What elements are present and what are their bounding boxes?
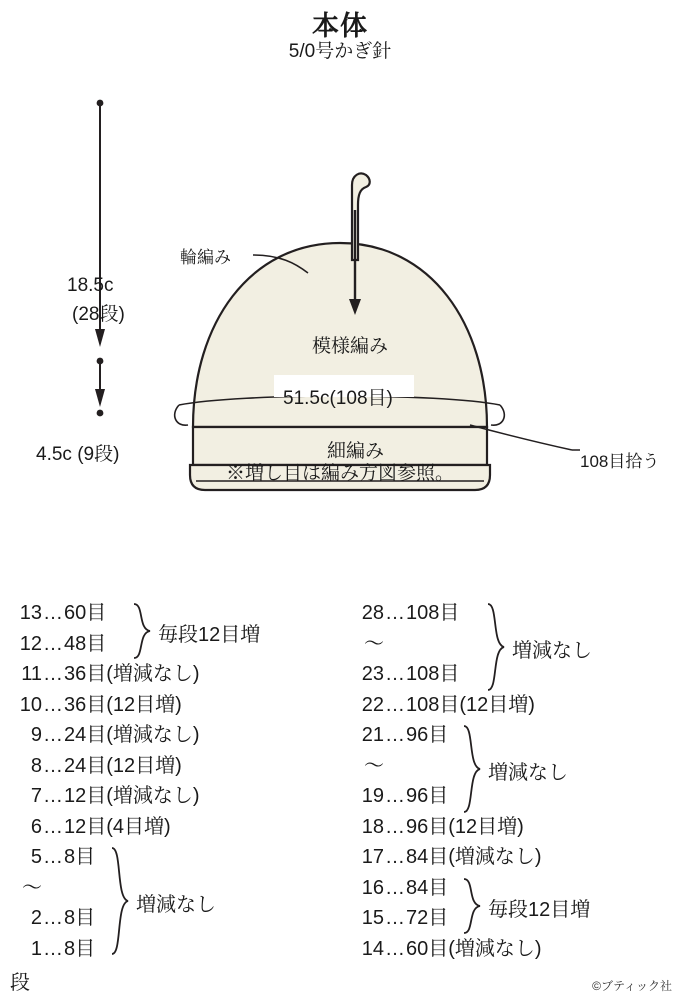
row-text: 108目 (406, 602, 460, 624)
list-item (10, 690, 330, 721)
row-text: 72目 (406, 907, 449, 929)
list-item (352, 690, 680, 721)
page-subtitle: 5/0号かぎ針 (288, 41, 392, 62)
row-number: 〜 (364, 632, 384, 655)
list-item (352, 812, 680, 843)
label-width: 51.5c(108目) (283, 388, 393, 409)
brace-right-top-label: 増減なし (512, 640, 592, 662)
row-number: 12 (19, 632, 42, 655)
label-pickup-stitches: 108目拾う (580, 452, 660, 471)
row-text: 36目(12目増) (64, 693, 182, 716)
row-dots: … (385, 815, 405, 838)
brace-right-bottom-label: 毎段12目増 (488, 899, 591, 921)
row-text: 24目(12目増) (64, 754, 182, 777)
row-dots: … (43, 754, 63, 777)
row-dots: … (43, 937, 63, 960)
row-text: 108目(12目増) (406, 693, 535, 716)
brace-left-top-label: 毎段12目増 (158, 624, 261, 646)
row-number: 16 (361, 876, 384, 899)
brace-right-mid-shape (462, 724, 484, 814)
row-number: 6 (30, 815, 42, 838)
list-item (10, 659, 330, 690)
row-dots: … (43, 815, 63, 838)
row-number: 8 (30, 754, 42, 777)
row-text: 12目(4目増) (64, 815, 171, 838)
row-dots: … (43, 785, 63, 807)
row-text: 12目(増減なし) (64, 785, 200, 807)
row-number: 15 (361, 907, 384, 929)
row-dots: … (385, 937, 405, 960)
brace-right-mid (462, 724, 652, 814)
row-text: 60目(増減なし) (406, 937, 542, 960)
row-dots: … (385, 602, 405, 624)
list-item (10, 751, 330, 782)
row-number: 11 (21, 663, 42, 685)
row-dots: … (43, 602, 63, 624)
brace-right-mid-label: 増減なし (488, 762, 568, 784)
row-dots: … (385, 785, 405, 807)
brace-left-bottom-shape (110, 846, 132, 956)
label-single-crochet: 細編み (327, 441, 385, 462)
row-number: 17 (361, 846, 384, 868)
row-number: 9 (30, 724, 42, 746)
row-number: 5 (30, 846, 42, 868)
list-item (10, 720, 330, 751)
brace-left-bottom (110, 846, 300, 956)
row-text: 60目 (64, 602, 107, 624)
brace-right-top (486, 602, 676, 692)
width-curl-right (491, 405, 504, 425)
row-number: 22 (361, 693, 384, 716)
row-dots: … (385, 693, 405, 716)
row-text: 96目(12目増) (406, 815, 524, 838)
brace-left-top (132, 602, 322, 660)
row-number: 13 (19, 602, 42, 624)
dim-top-arrowhead (95, 329, 105, 347)
row-text: 84目 (406, 876, 449, 899)
note-increase: ※増し目は編み方図参照。 (225, 463, 454, 484)
label-height-bottom: 4.5c (9段) (36, 444, 120, 465)
hat-schematic (0, 75, 680, 495)
row-dots: … (43, 693, 63, 716)
row-dots: … (385, 846, 405, 868)
row-dots: … (43, 724, 63, 746)
row-number: 1 (30, 937, 42, 960)
row-dots: … (385, 724, 405, 746)
row-number: 7 (30, 785, 42, 807)
row-number: 23 (361, 663, 384, 685)
row-number: 2 (30, 907, 42, 929)
page-title: 本体 (312, 11, 368, 41)
row-number: 14 (361, 937, 384, 960)
label-pattern-knit: 模様編み (312, 336, 389, 357)
row-text: 84目(増減なし) (406, 846, 542, 868)
row-number: 〜 (364, 754, 384, 777)
label-circular-knit: 輪編み (180, 248, 231, 267)
row-text: 108目 (406, 663, 460, 685)
row-number: 〜 (22, 876, 42, 899)
row-text: 96目 (406, 785, 449, 807)
row-number: 21 (361, 724, 384, 746)
row-unit-label: 段 (10, 972, 30, 994)
row-dots: … (385, 876, 405, 899)
dim-bottom-arrowhead (95, 389, 105, 407)
list-item (10, 781, 330, 812)
row-text: 48目 (64, 632, 107, 655)
brace-right-bottom (462, 877, 662, 935)
row-number: 28 (361, 602, 384, 624)
label-height-top-cm: 18.5c (67, 275, 114, 296)
brace-left-top-shape (132, 602, 154, 660)
row-number: 18 (361, 815, 384, 838)
label-height-top-rows: (28段) (72, 304, 125, 325)
brace-right-bottom-shape (462, 877, 484, 935)
list-item (10, 812, 330, 843)
row-text: 8目 (64, 937, 96, 960)
row-text: 8目 (64, 846, 96, 868)
list-item (352, 842, 680, 873)
brace-left-bottom-label: 増減なし (136, 894, 216, 916)
copyright-notice: ©ブティック社 (592, 979, 672, 993)
row-dots: … (43, 632, 63, 655)
brace-right-top-shape (486, 602, 508, 692)
row-text: 24目(増減なし) (64, 724, 200, 746)
row-dots: … (385, 663, 405, 685)
row-text: 36目(増減なし) (64, 663, 200, 685)
row-text: 96目 (406, 724, 449, 746)
list-item (352, 934, 680, 965)
row-dots: … (385, 907, 405, 929)
dim-bottom-dot (97, 410, 104, 417)
row-dots: … (43, 846, 63, 868)
row-text: 8目 (64, 907, 96, 929)
width-curl-left (175, 405, 188, 425)
row-number: 19 (361, 785, 384, 807)
row-dots: … (43, 663, 63, 685)
row-number: 10 (19, 693, 42, 716)
row-dots: … (43, 907, 63, 929)
